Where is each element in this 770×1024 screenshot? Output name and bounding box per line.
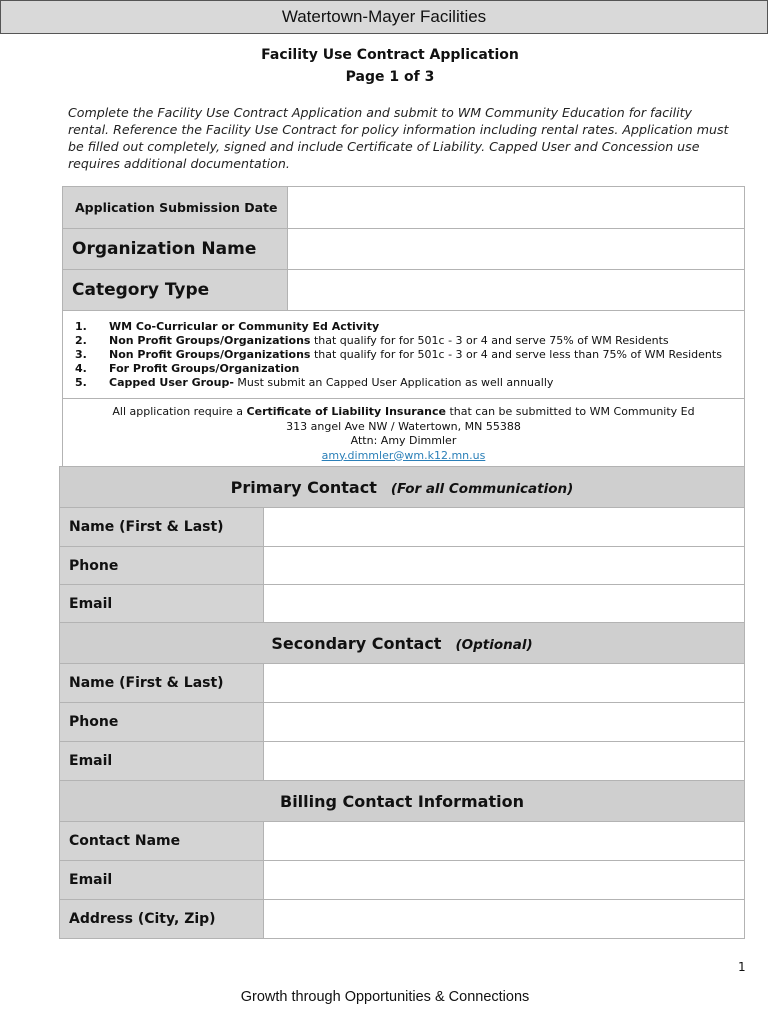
certificate-notice: All application require a Certificate of Liability Insurance that can be submitted to WM Community Ed 313 angel Ave NW / Watertown, MN 55388 Attn: Amy Dimmler amy.dimmler@wm.k12.mn.us [63,399,745,467]
primary-phone-field[interactable] [264,547,745,585]
category-option: 1. WM Co-Curricular or Community Ed Activity [75,320,380,333]
certificate-attn: Attn: Amy Dimmler [350,434,457,447]
secondary-contact-subtitle: (Optional) [455,636,533,653]
primary-email-label: Email [60,585,264,623]
secondary-contact-header [60,623,745,664]
certificate-email-link[interactable]: amy.dimmler@wm.k12.mn.us [321,448,486,462]
primary-phone-label: Phone [60,547,264,585]
billing-contact-header [60,781,745,822]
secondary-phone-label: Phone [60,703,264,742]
billing-address-label: Address (City, Zip) [60,900,264,939]
organization-name-field[interactable] [288,229,745,270]
primary-name-field[interactable] [264,508,745,547]
secondary-contact-title: Secondary Contact [271,633,442,653]
secondary-name-label: Name (First & Last) [60,664,264,703]
document-header: Watertown-Mayer Facilities [0,0,768,34]
billing-email-label: Email [60,861,264,900]
category-options [63,311,745,399]
category-option: 3. Non Profit Groups/Organizations that qualify for for 501c - 3 or 4 and serve less than 75% of WM Residents [75,348,722,361]
instructions-paragraph: Complete the Facility Use Contract Application and submit to WM Community Education for facility rental. Reference the Facility Use Contract for policy information including rental rates. Application must be filled out completely, signed and include Certificate of Liability. Capped User and Concession use requires additional documentation. [68,105,729,171]
certificate-address: 313 angel Ave NW / Watertown, MN 55388 [286,419,521,433]
primary-contact-title: Primary Contact [230,477,377,497]
secondary-phone-field[interactable] [264,703,745,742]
secondary-email-field[interactable] [264,742,745,781]
billing-contact-name-field[interactable] [264,822,745,861]
secondary-name-field[interactable] [264,664,745,703]
category-type-field[interactable] [288,270,745,311]
billing-address-field[interactable] [264,900,745,939]
billing-email-field[interactable] [264,861,745,900]
contacts-table [59,466,745,939]
category-type-label: Category Type [63,270,288,311]
secondary-email-label: Email [60,742,264,781]
billing-contact-name-label: Contact Name [60,822,264,861]
category-option: 2. Non Profit Groups/Organizations that qualify for for 501c - 3 or 4 and serve 75% of WM Residents [75,334,669,347]
billing-contact-title: Billing Contact Information [280,791,524,811]
document-footer: Growth through Opportunities & Connections [240,989,530,1005]
form-title: Facility Use Contract Application [261,47,519,63]
submission-date-field[interactable] [288,187,745,229]
application-info-table [62,186,745,467]
primary-name-label: Name (First & Last) [60,508,264,547]
submission-date-label: Application Submission Date [63,187,288,229]
primary-email-field[interactable] [264,585,745,623]
category-option: 4. For Profit Groups/Organization [75,362,300,375]
organization-name-label: Organization Name [63,229,288,270]
category-option: 5. Capped User Group- Must submit an Capped User Application as well annually [75,376,554,389]
page-indicator: Page 1 of 3 [345,69,435,85]
page-number: 1 [738,960,746,974]
primary-contact-subtitle: (For all Communication) [390,480,574,497]
primary-contact-header [60,467,745,508]
